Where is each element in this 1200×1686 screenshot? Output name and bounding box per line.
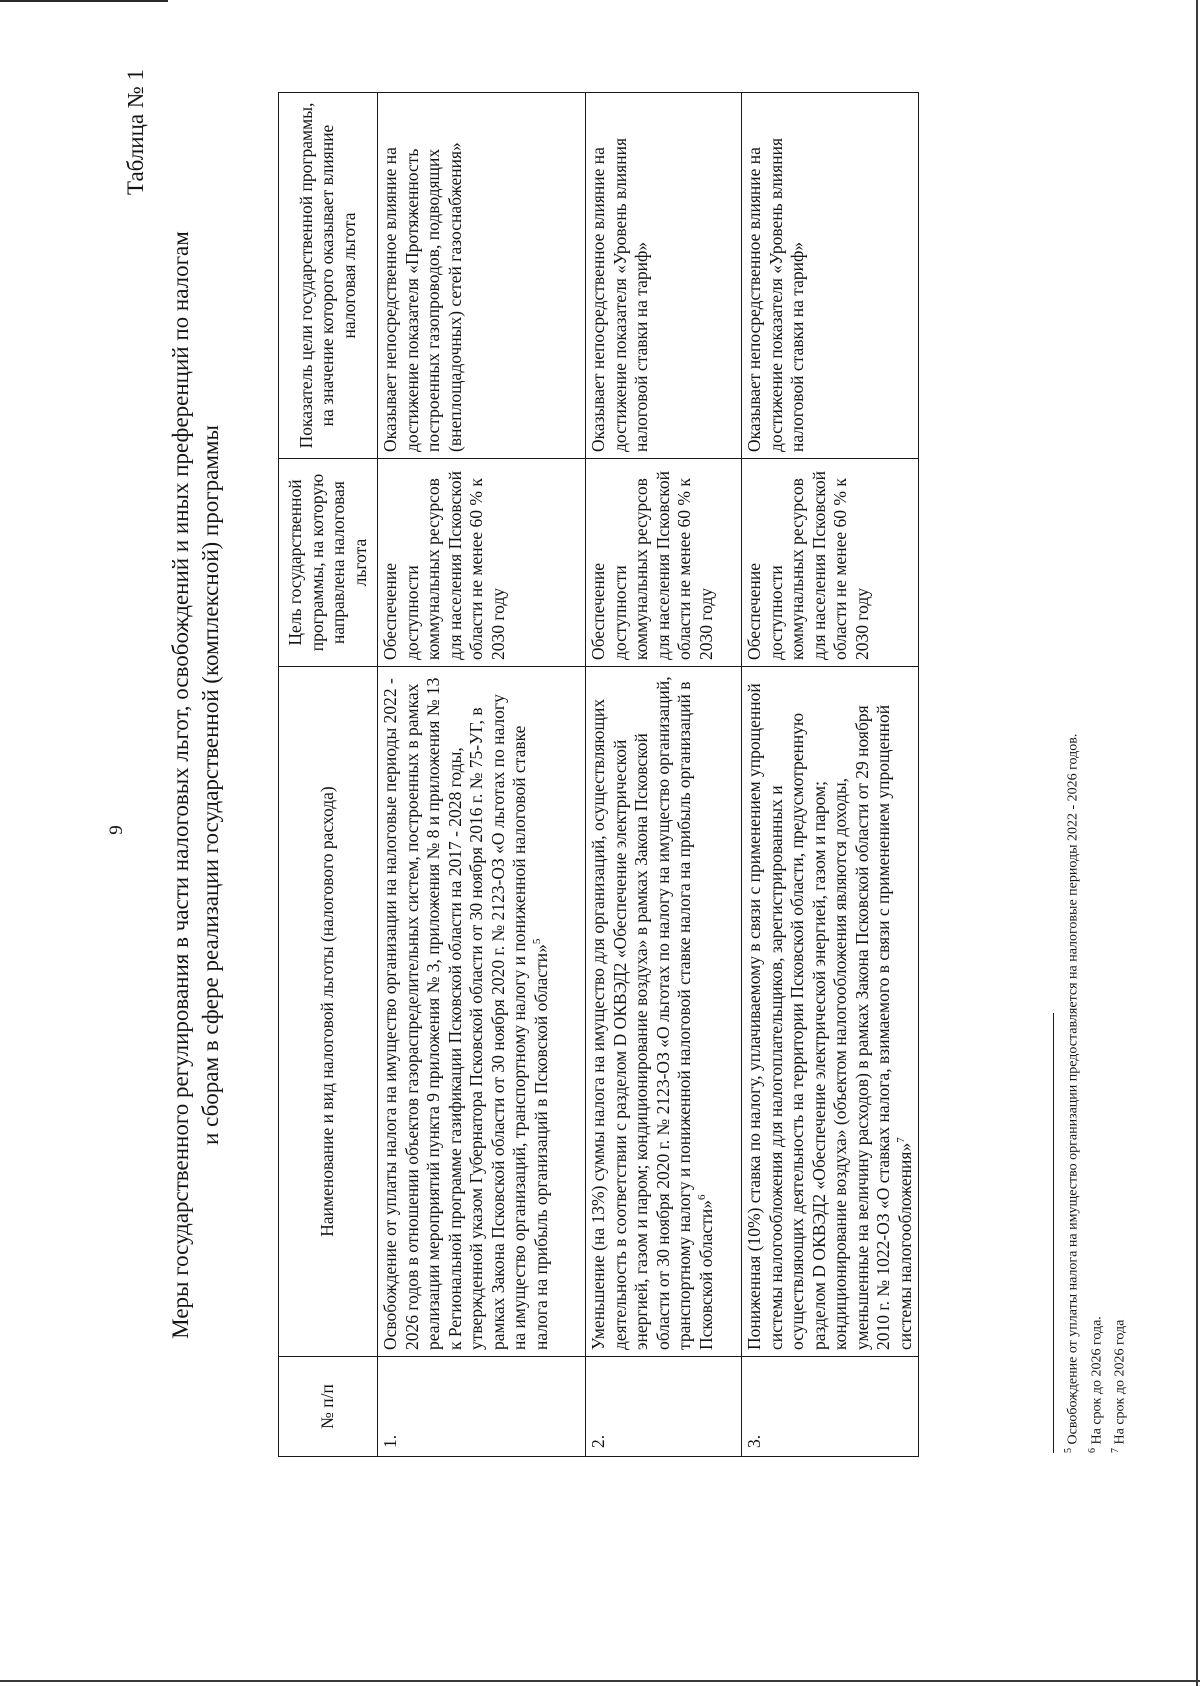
benefit-name: Освобождение от уплаты налога на имущество организации на налоговые периоды 2022 - 2026 годов в отношении объектов газораспределительных систем, построенных в рамках реализации мероприятий пункта 9 приложения № 3, приложения № 8 и приложения № 13 к Региональной программе газификации Псковской области на 2017 - 2028 годы, утвержденной указом Губернатора Псковской области от 30 ноября 2016 г. № 75-УГ, в рамках Закона Псковской области от 30 ноября 2020 г. № 2123-ОЗ «О льготах по налогу на имущество организаций, транспортному налогу и пониженной налоговой ставке налога на прибыль организаций в Псковской области» <box>380 677 551 1350</box>
table-row <box>586 93 742 1457</box>
footnote-mark: 5 <box>1063 1448 1074 1453</box>
footnote-ref: 5 <box>530 938 543 945</box>
benefit-name-cell <box>378 667 586 1357</box>
footnote <box>1083 553 1107 1453</box>
title-line: Меры государственного регулирования в части налоговых льгот, освобождений и иных преференций по налогам <box>168 231 193 1339</box>
title-line: и сборам в сфере реализации государственной (комплексной) программы <box>198 425 223 1145</box>
footnote <box>1106 553 1130 1453</box>
table-label: Таблица № 1 <box>123 68 148 195</box>
scan-edge <box>0 0 168 2</box>
table-row <box>742 93 919 1457</box>
footnote-ref: 7 <box>894 1137 907 1143</box>
header-indicator: Показатель цели государственной программы, на значение которого оказывает влияние налоговая льгота <box>279 93 378 459</box>
footnote-mark: 6 <box>1086 1448 1098 1453</box>
document-title <box>166 95 226 1475</box>
row-number: 2. <box>586 1357 742 1457</box>
goal-cell: Обеспечение доступности коммунальных ресурсов для населения Псковской области не менее 60 % к 2030 году <box>586 459 742 667</box>
goal-cell: Обеспечение доступности коммунальных ресурсов для населения Псковской области не менее 60 % к 2030 году <box>378 459 586 667</box>
footnote <box>1059 553 1083 1453</box>
table-row <box>378 93 586 1457</box>
scan-edge <box>1196 0 1198 1686</box>
tax-benefits-table <box>278 92 919 1457</box>
row-number: 3. <box>742 1357 919 1457</box>
header-name: Наименование и вид налоговой льготы (налогового расхода) <box>279 667 378 1357</box>
footnote-ref: 6 <box>695 1194 708 1200</box>
benefit-name-cell <box>586 667 742 1357</box>
footnote-mark: 7 <box>1110 1448 1122 1453</box>
page-number: 9 <box>106 825 127 835</box>
footnotes <box>1053 553 1130 1453</box>
row-number: 1. <box>378 1357 586 1457</box>
goal-cell: Обеспечение доступности коммунальных ресурсов для населения Псковской области не менее 60 % к 2030 году <box>742 459 919 667</box>
benefit-name-cell <box>742 667 919 1357</box>
table-header-row <box>279 93 378 1457</box>
benefit-name: Пониженная (10%) ставка по налогу, уплачиваемому в связи с применением упрощенной системы налогообложения для налогоплательщиков, зарегистрированных и осуществляющих деятельность на территории Псковской области, предусмотренную разделом D ОКВЭД2 «Обеспечение электрической энергией, газом и паром; кондиционирование воздуха» (объектом налогообложения являются доходы, уменьшенные на величину расходов) в рамках Закона Псковской области от 29 ноября 2010 г. № 1022-ОЗ «О ставках налога, взимаемого в связи с применением упрощенной системы налогообложения» <box>744 683 915 1350</box>
indicator-cell: Оказывает непосредственное влияние на достижение показателя «Уровень влияния налоговой ставки на тариф» <box>742 93 919 459</box>
indicator-cell: Оказывает непосредственное влияние на достижение показателя «Протяженность построенных газопроводов, подводящих (внеплощадочных) сетей газоснабжения» <box>378 93 586 459</box>
footnote-text: На срок до 2026 года <box>1112 1319 1128 1445</box>
footnote-text: На срок до 2026 года. <box>1089 1316 1105 1445</box>
indicator-cell: Оказывает непосредственное влияние на достижение показателя «Уровень влияния налоговой ставки на тариф» <box>586 93 742 459</box>
benefit-name: Уменьшение (на 13%) суммы налога на имущество для организаций, осуществляющих деятельность в соответствии с разделом D ОКВЭД2 «Обеспечение электрической энергией, газом и паром; кондиционирование воздуха» в рамках Закона Псковской области от 30 ноября 2020 г. № 2123-ОЗ «О льготах по налогу на имущество организаций, транспортному налогу и пониженной налоговой ставке налога на прибыль организаций в Псковской области» <box>588 676 716 1350</box>
scan-edge <box>0 1680 1200 1682</box>
footnote-text: Освобождение от уплаты налога на имущество организации предоставляется на налоговые периоды 2022 - 2026 годов. <box>1065 733 1081 1445</box>
header-goal: Цель государственной программы, на которую направлена налоговая льгота <box>279 459 378 667</box>
rotated-document-page <box>10 15 1150 1675</box>
footnote-separator <box>1053 1013 1054 1453</box>
header-num: № п/п <box>279 1357 378 1457</box>
